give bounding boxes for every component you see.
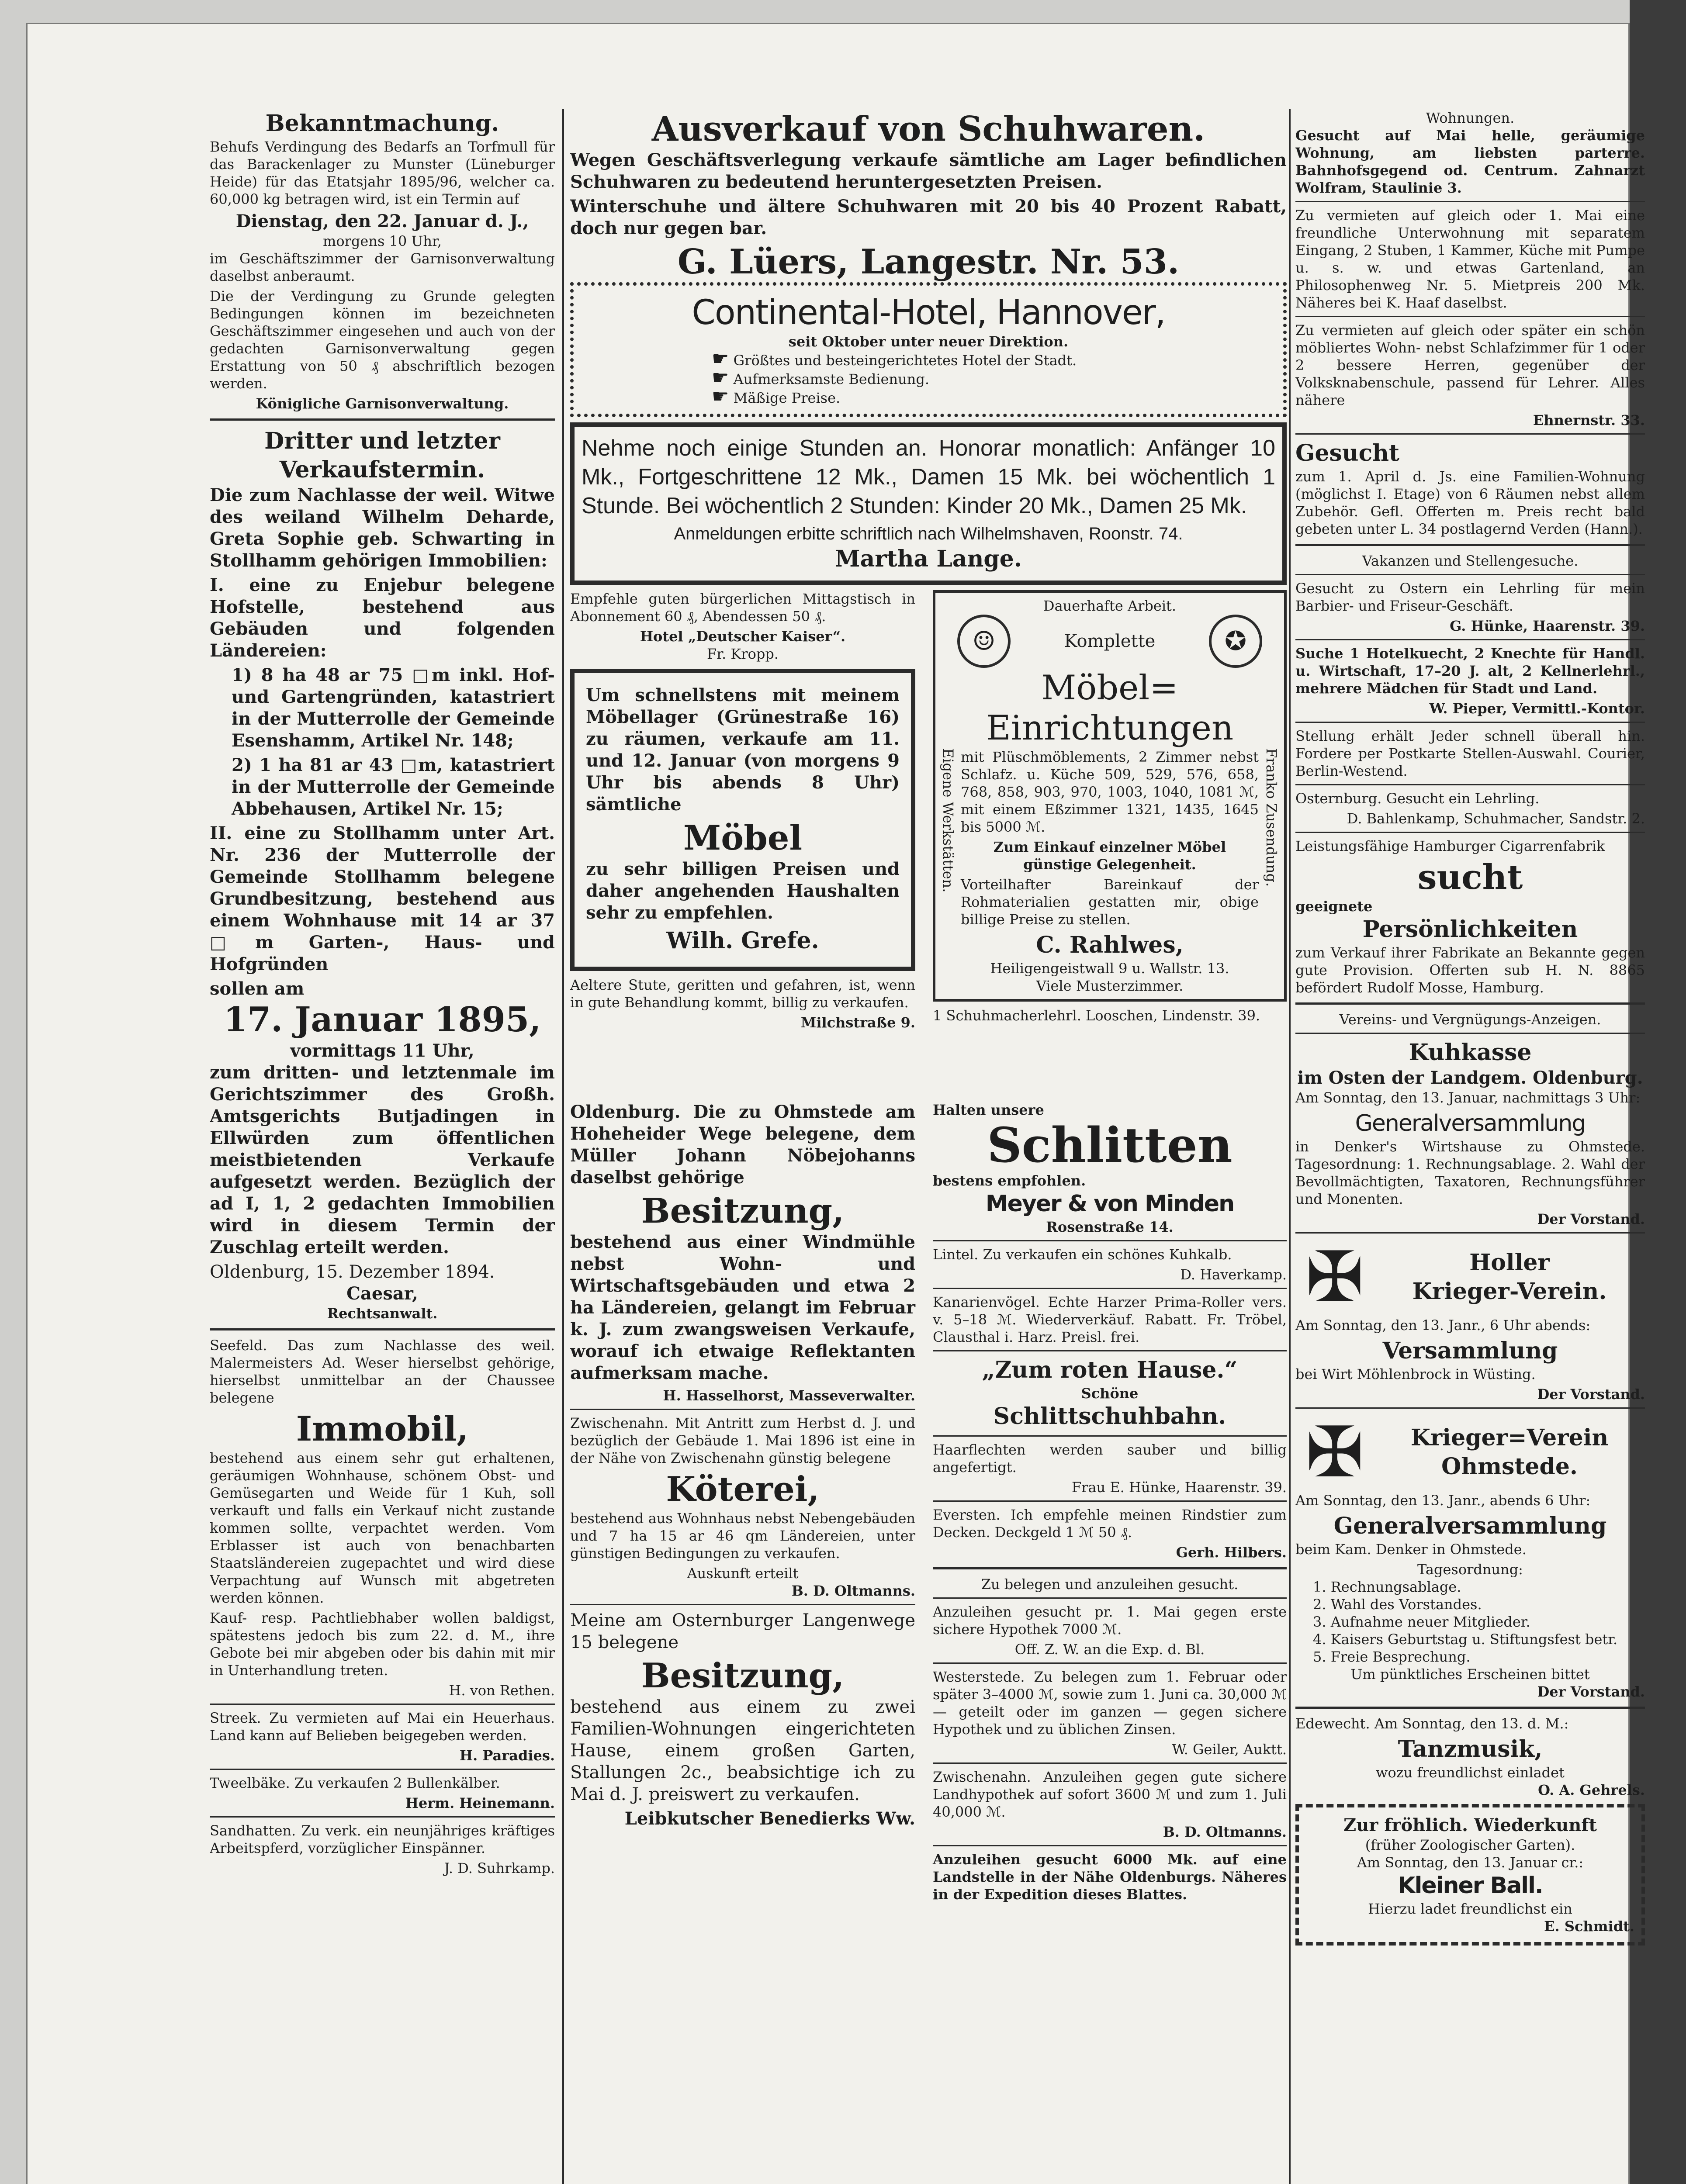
kri-title2: Ohmstede.	[1441, 1453, 1578, 1480]
hotel-line-3	[581, 385, 1276, 408]
ball-ad	[1295, 1804, 1645, 1946]
schl-top: Halten unsere	[933, 1102, 1044, 1118]
kri-item: 2. Wahl des Vorstandes.	[1313, 1596, 1482, 1613]
roten-sch: Schöne	[1081, 1385, 1139, 1402]
rahl-main	[940, 748, 1280, 931]
holler-head	[1295, 1238, 1645, 1317]
grefe-sign: Wilh. Grefe.	[666, 927, 819, 954]
bek-sign: Königliche Garnisonverwaltung.	[256, 395, 509, 412]
rahlwes-ad	[933, 590, 1287, 1002]
zwi-sign: B. D. Oltmanns.	[791, 1583, 915, 1599]
bek-body: Behufs Verdingung des Bedarfs an Torfmull für das Barackenlager zu Munster (Lüneburger Heide) für das Etatsjahr 1895/96, welcher ca. 60,000 kg betragen wird, ist ein Termin auf	[210, 138, 555, 207]
rahl-komplette: Komplette	[1064, 631, 1156, 651]
kuh-sub: im Osten der Landgem. Oldenburg.	[1297, 1068, 1643, 1088]
aus-sign: G. Lüers, Langestr. Nr. 53.	[677, 242, 1180, 282]
divider	[933, 1845, 1287, 1846]
right-subcol	[933, 590, 1287, 1024]
divider	[570, 1409, 915, 1410]
wohn1: Gesucht auf Mai helle, geräumige Wohnung, am liebsten parterre. Bahnhofsgegend od. Centrum. Zahnarzt Wolfram, Staulinie 3.	[1295, 127, 1645, 196]
dritt-body: zum dritten- und letztenmale im Gerichtszimmer des Großh. Amtsgerichts Butjadingen in Ellwürden zum öffentlichen meistbietenden Verkaufe aufgesetzt werden. Bezüglich der ad I, 1, 2 gedachten Immobilien wird in diesem Termin der Zuschlag erteilt werden.	[210, 1062, 555, 1258]
schuh-body: 1 Schuhmacherlehrl. Looschen, Lindenstr. 39.	[933, 1007, 1260, 1024]
column-1	[210, 109, 555, 2184]
kuh-body2: in Denker's Wirtshause zu Ohmstede. Tagesordnung: 1. Rechnungsablage. 2. Wahl der Bevollmächtigten, Taxatoren, Rechnungsführer und Monenten.	[1295, 1138, 1645, 1207]
kuh-gen: Generalversammlung	[1355, 1110, 1586, 1137]
tweel-sign: Herm. Heinemann.	[405, 1795, 555, 1811]
vak-title: Vakanzen und Stellengesuche.	[1362, 553, 1579, 569]
kri-body: Am Sonntag, den 13. Janr., abends 6 Uhr:	[1295, 1492, 1591, 1509]
dritt-i: I. eine zu Enjebur belegene Hofstelle, bestehend aus Gebäuden und folgenden Ländereien:	[210, 575, 555, 661]
zig-geeig: geeignete	[1295, 898, 1373, 915]
zwi-body2: bestehend aus Wohnhaus nebst Nebengebäuden und 7 ha 15 ar 46 qm Ländereien, unter günstigen Bedingungen zu verkaufen.	[570, 1510, 915, 1562]
kri-item: 3. Aufnahme neuer Mitglieder.	[1313, 1614, 1530, 1630]
divider	[1295, 316, 1645, 317]
wohn2: Zu vermieten auf gleich oder 1. Mai eine freundliche Unterwohnung mit separatem Eingang, 2 Stuben, 1 Kammer, Küche mit Pumpe u. s. w. und etwas Gartenland, an Philosophenweg Nr. 5. Mietpreis 200 Mk. Näheres bei K. Haaf daselbst.	[1295, 207, 1645, 311]
leib-title: Besitzung,	[641, 1656, 845, 1696]
lintel-body: Lintel. Zu verkaufen ein schönes Kuhkalb.	[933, 1246, 1232, 1263]
column-3	[1295, 109, 1645, 2184]
pointing-hand-icon: ☛	[712, 366, 729, 389]
stute-body: Aeltere Stute, geritten und gefahren, ist, wenn in gute Behandlung kommt, billig zu verkaufen.	[570, 977, 915, 1011]
vak1-sign: G. Hünke, Haarenstr. 39.	[1450, 618, 1645, 634]
ever-sign: Gerh. Hilbers.	[1176, 1544, 1287, 1561]
dritt-sign2: Rechtsanwalt.	[327, 1305, 438, 1322]
kuh-body: Am Sonntag, den 13. Januar, nachmittags 3 Uhr:	[1295, 1089, 1641, 1106]
schl-addr: Rosenstraße 14.	[1046, 1219, 1174, 1235]
dritt-date: 17. Januar 1895,	[223, 1000, 541, 1040]
lange-sign: Martha Lange.	[835, 546, 1022, 572]
bek-title: Bekanntmachung.	[265, 110, 499, 137]
kri-gen: Generalversammlung	[1333, 1513, 1607, 1539]
column-rule-2	[1289, 109, 1291, 2184]
wohn3-sign: Ehnernstr. 33.	[1533, 412, 1645, 429]
vak2-sign: W. Pieper, Vermittl.-Kontor.	[1429, 700, 1645, 717]
mid-block	[570, 590, 1287, 1101]
hotel-title: Continental-Hotel, Hannover,	[692, 293, 1165, 332]
vak2: Suche 1 Hotelkuecht, 2 Knechte für Handl. u. Wirtschaft, 17–20 J. alt, 2 Kellnerlehrl., mehrere Mädchen für Stadt und Land.	[1295, 645, 1645, 697]
haar-body: Haarflechten werden sauber und billig angefertigt.	[933, 1441, 1287, 1476]
grefe-title: Möbel	[683, 818, 803, 858]
ball-sub: (früher Zoologischer Garten).	[1365, 1837, 1575, 1853]
divider	[1295, 832, 1645, 833]
seefeld-body2: bestehend aus einem sehr gut erhaltenen, geräumigen Wohnhause, schönem Obst- und Gemüsegarten und Weide für 1 Kuh, soll verkauft und falls ein Verkauf nicht zustande kommen sollte, verpachtet werden. Vom Erblasser ist auch von benachbarten Staatsländereien zugepachtet und wird diese Verpachtung auf Wunsch mit abgetreten werden können.	[210, 1450, 555, 1606]
geld2-sign: W. Geiler, Auktt.	[1172, 1741, 1287, 1758]
schl-title: Schlitten	[987, 1117, 1232, 1173]
zwi-body3: Auskunft erteilt	[687, 1565, 799, 1582]
hol-sign: Der Vorstand.	[1537, 1386, 1645, 1403]
divider	[1295, 1033, 1645, 1034]
hotel-l2: Aufmerksamste Bedienung.	[733, 371, 929, 387]
divider	[210, 1704, 555, 1705]
geld3-sign: B. D. Oltmanns.	[1163, 1824, 1287, 1840]
rahl-body2: Zum Einkauf einzelner Möbel günstige Gelegenheit.	[993, 839, 1226, 873]
lange-ad	[570, 422, 1287, 585]
ever-body: Eversten. Ich empfehle meinen Rindstier zum Decken. Deckgeld 1 ℳ 50 ₰.	[933, 1507, 1287, 1541]
ohm-title: Besitzung,	[641, 1191, 845, 1231]
sand-sign: J. D. Suhrkamp.	[444, 1860, 555, 1876]
hotel-line-2	[581, 366, 1276, 389]
kri-item: 1. Rechnungsablage.	[1313, 1579, 1461, 1595]
hotel-l3: Mäßige Preise.	[733, 390, 841, 406]
pointing-hand-icon: ☛	[712, 348, 729, 370]
lange-body: Nehme noch einige Stunden an. Honorar monatlich: Anfänger 10 Mk., Fortgeschrittene 12 Mk., Damen 15 Mk. bei wöchentlich 1 Stunde. Bei wöchentlich 2 Stunden: Kinder 20 Mk., Damen 25 Mk.	[582, 435, 1275, 518]
vak1: Gesucht zu Ostern ein Lehrling für mein Barbier- und Friseur-Geschäft.	[1295, 580, 1645, 614]
pointing-hand-icon: ☛	[712, 385, 729, 408]
geld2-body: Westerstede. Zu belegen zum 1. Februar oder später 3–4000 ℳ, sowie zum 1. Juni ca. 30,000 ℳ — geteilt oder im ganzen — gegen sichere Hypothek und zu üblichen Zinsen.	[933, 1669, 1287, 1738]
divider	[933, 1500, 1287, 1502]
lower-left	[570, 1101, 915, 1830]
rahl-addr: Heiligengeistwall 9 u. Wallstr. 13.	[990, 960, 1229, 977]
geld4-body: Anzuleihen gesucht 6000 Mk. auf eine Landstelle in der Nähe Oldenburgs. Näheres in der Expedition dieses Blattes.	[933, 1851, 1287, 1903]
sand-body: Sandhatten. Zu verk. ein neunjähriges kräftiges Arbeitspferd, vorzüglicher Einspänner.	[210, 1822, 555, 1856]
rahl-title2: Einrichtungen	[986, 708, 1234, 748]
zwi-title: Köterei,	[666, 1469, 820, 1509]
lintel-sign: D. Haverkamp.	[1180, 1266, 1287, 1283]
rahl-body: mit Plüschmöblements, 2 Zimmer nebst Schlafz. u. Küche 509, 529, 576, 658, 768, 858, 903, 970, 1003, 1040, 1081 ℳ, mit einem Eßzimmer 1321, 1435, 1645 bis 5000 ℳ.	[961, 749, 1259, 835]
krieger-head	[1295, 1413, 1645, 1492]
seefeld-title: Immobil,	[296, 1409, 469, 1449]
divider	[933, 1435, 1287, 1437]
dritt-1: 1) 8 ha 48 ar 75 □m inkl. Hof- und Gartengründen, katastriert in der Mutterrolle der Gemeinde Esenshamm, Artikel Nr. 148;	[232, 665, 555, 751]
divider	[1295, 544, 1645, 546]
geld1-sign: Off. Z. W. an die Exp. d. Bl.	[1014, 1641, 1205, 1658]
hol-body2: bei Wirt Möhlenbrock in Wüsting.	[1295, 1366, 1536, 1382]
ver-title: Vereins- und Vergnügungs-Anzeigen.	[1339, 1011, 1601, 1028]
vak4-sign: D. Bahlenkamp, Schuhmacher, Sandstr. 2.	[1347, 810, 1645, 827]
streek-body: Streek. Zu vermieten auf Mai ein Heuerhaus. Land kann auf Belieben beigegeben werden.	[210, 1710, 555, 1744]
hotel-line-1	[581, 350, 1276, 369]
schl-sign: Meyer & von Minden	[985, 1191, 1234, 1217]
left-subcol	[570, 590, 915, 1031]
grefe-ad	[570, 669, 915, 971]
divider	[1295, 574, 1645, 575]
column-rule-1	[562, 109, 564, 2184]
divider	[210, 1816, 555, 1818]
divider	[1295, 1407, 1645, 1409]
divider	[933, 1240, 1287, 1241]
ball-title: Zur fröhlich. Wiederkunft	[1343, 1815, 1597, 1835]
divider	[570, 1604, 915, 1605]
hol-title2: Krieger-Verein.	[1412, 1278, 1607, 1305]
seefeld-body: Seefeld. Das zum Nachlasse des weil. Malermeisters Ad. Weser hierselbst gehörige, hierselbst unmittelbar an der Chaussee belegene	[210, 1337, 555, 1406]
dritt-2: 2) 1 ha 81 ar 43 □m, katastriert in der Mutterrolle der Gemeinde Abbehausen, Artikel Nr. 15;	[232, 755, 555, 819]
ohm-body: Oldenburg. Die zu Ohmstede am Hoheheider Wege belegene, dem Müller Johann Nöbejohanns daselbst gehörige	[570, 1102, 915, 1188]
divider	[1295, 433, 1645, 435]
streek-sign: H. Paradies.	[459, 1747, 555, 1764]
stute-sign: Milchstraße 9.	[800, 1014, 915, 1031]
divider	[1295, 784, 1645, 785]
bek-date: Dienstag, den 22. Januar d. J.,	[235, 211, 529, 232]
divider	[933, 1567, 1287, 1569]
leib-body: Meine am Osternburger Langenwege 15 belegene	[570, 1610, 915, 1652]
grefe-body: Um schnellstens mit meinem Möbellager (Grünestraße 16) zu räumen, verkaufe am 11. und 12. Januar (von morgens 9 Uhr bis abends 8 Uhr) sämtliche	[586, 685, 900, 815]
leib-body2: bestehend aus einem zu zwei Familien-Wohnungen eingerichteten Hause, einem großen Garten, Stallungen 2c., beabsichtige ich zu Mai d. J. preiswert zu verkaufen.	[570, 1697, 915, 1804]
hol-vers: Versammlung	[1382, 1337, 1558, 1364]
roten-title: „Zum roten Hause.“	[982, 1357, 1238, 1383]
kaiser-body: Empfehle guten bürgerlichen Mittagstisch in Abonnement 60 ₰, Abendessen 50 ₰.	[570, 591, 915, 625]
lower-right	[933, 1101, 1287, 1906]
dritt-place: Oldenburg, 15. Dezember 1894.	[210, 1262, 495, 1282]
dritt-sollen: sollen am	[210, 978, 305, 999]
kri-item: 4. Kaisers Geburtstag u. Stiftungsfest betr.	[1313, 1631, 1618, 1648]
rahl-sign: C. Rahlwes,	[1036, 932, 1184, 958]
aus-body2: Winterschuhe und ältere Schuhwaren mit 20 bis 40 Prozent Rabatt, doch nur gegen bar.	[570, 196, 1287, 238]
dritt-title: Dritter und letzter Verkaufstermin.	[264, 428, 500, 483]
edew-sign: O. A. Gehrels.	[1538, 1782, 1645, 1798]
geld-title: Zu belegen und anzuleihen gesucht.	[981, 1576, 1239, 1593]
ges-title: Gesucht	[1295, 440, 1400, 467]
divider	[1295, 201, 1645, 202]
wohn-title: Wohnungen.	[1426, 110, 1515, 126]
dritt-intro: Die zum Nachlasse der weil. Witwe des weiland Wilhelm Deharde, Greta Sophie geb. Schwarting in Stollhamm gehörigen Immobilien:	[210, 485, 555, 571]
divider	[1295, 1002, 1645, 1005]
leib-sign: Leibkutscher Benedierks Ww.	[624, 1808, 915, 1829]
ball-sign: E. Schmidt.	[1544, 1918, 1634, 1935]
hotel-ad	[570, 282, 1287, 417]
kri-title1: Krieger=Verein	[1410, 1424, 1609, 1451]
edew-body2: wozu freundlichst einladet	[1376, 1764, 1565, 1781]
divider	[933, 1662, 1287, 1664]
iron-cross-icon: ✠	[1305, 1236, 1364, 1318]
dritt-sign: Caesar,	[346, 1283, 418, 1304]
divider	[933, 1288, 1287, 1289]
divider	[210, 1328, 555, 1330]
column-2	[570, 109, 1287, 2184]
lange-addr: Anmeldungen erbitte schriftlich nach Wilhelmshaven, Roonstr. 74.	[674, 524, 1183, 543]
ohm-body2: bestehend aus einer Windmühle nebst Wohn- und Wirtschaftsgebäuden und etwa 2 ha Ländereien, gelangt im Februar k. J. zum zwangsweisen Verkaufe, worauf ich etwaige Reflektanten aufmerksam mache.	[570, 1232, 915, 1383]
wohn3: Zu vermieten auf gleich oder später ein schön möbliertes Wohn- nebst Schlafzimmer für 1 oder 2 bessere Herren, gegenüber der Volksknabenschule, passend für Lehrer. Alles nähere	[1295, 322, 1645, 408]
vak3: Stellung erhält Jeder schnell überall hin. Fordere per Postkarte Stellen-Auswahl. Courier, Berlin-Westend.	[1295, 728, 1645, 779]
lower-block	[570, 1101, 1287, 1931]
kri-tages: Tagesordnung:	[1417, 1561, 1523, 1578]
vak4: Osternburg. Gesucht ein Lehrling.	[1295, 790, 1540, 807]
seefeld-sign: H. von Rethen.	[449, 1682, 555, 1699]
dritt-time: vormittags 11 Uhr,	[290, 1040, 474, 1061]
zig-sucht: sucht	[1417, 857, 1523, 897]
kuh-sign: Der Vorstand.	[1537, 1211, 1645, 1227]
kri-body3: Um pünktliches Erscheinen bittet	[1350, 1666, 1590, 1683]
dritt-ii: II. eine zu Stollhamm unter Art. Nr. 236 der Mutterrolle der Gemeinde Stollhamm belegene Grundbesitzung, bestehend aus einem Wohnhause mit 14 ar 37 □m Garten-, Haus- und Hofgründen	[210, 823, 555, 975]
ball-body: Am Sonntag, den 13. Januar cr.:	[1357, 1854, 1584, 1871]
kri-body2: beim Kam. Denker in Ohmstede.	[1295, 1541, 1527, 1558]
bek-body2: im Geschäftszimmer der Garnisonverwaltung daselbst anberaumt.	[210, 250, 555, 284]
rahl-body3: Vorteilhafter Bareinkauf der Rohmaterialien gestatten mir, obige billige Preise zu stellen.	[961, 876, 1259, 928]
geld1-body: Anzuleihen gesucht pr. 1. Mai gegen erste sichere Hypothek 7000 ℳ.	[933, 1603, 1287, 1638]
haar-sign: Frau E. Hünke, Haarenstr. 39.	[1071, 1479, 1287, 1496]
kuh-title: Kuhkasse	[1409, 1039, 1532, 1066]
grefe-body2: zu sehr billigen Preisen und daher angehenden Haushalten sehr zu empfehlen.	[586, 859, 900, 923]
edew-body: Edewecht. Am Sonntag, den 13. d. M.:	[1295, 1715, 1569, 1732]
divider	[1295, 639, 1645, 640]
edew-title: Tanzmusik,	[1398, 1736, 1543, 1762]
schl-body: bestens empfohlen.	[933, 1172, 1086, 1189]
ball-body2: Hierzu ladet freundlichst ein	[1368, 1901, 1572, 1917]
bek-body3: Die der Verdingung zu Grunde gelegten Bedingungen können im bezeichneten Geschäftszimmer eingesehen und auch von der gedachten Garnisonverwaltung gegen Erstattung von 50 ₰ abschriftlich bezogen werden.	[210, 288, 555, 392]
aus-body: Wegen Geschäftsverlegung verkaufe sämtliche am Lager befindlichen Schuhwaren zu bedeutend heruntergesetzten Preisen.	[570, 150, 1287, 192]
rahl-head	[940, 615, 1280, 668]
divider	[1295, 722, 1645, 723]
ges-body: zum 1. April d. Js. eine Familien-Wohnung (möglichst I. Etage) von 6 Räumen nebst allem Zubehör. Gefl. Offerten m. Preis recht bald gebeten unter L. 34 postlagernd Verden (Hann.).	[1295, 468, 1645, 537]
hotel-l1: Größtes und besteingerichtetes Hotel der Stadt.	[733, 352, 1077, 369]
kan-body: Kanarienvögel. Echte Harzer Prima-Roller vers. v. 5–18 ℳ. Wiederverkäuf. Rabatt. Fr. Tröbel, Clausthal i. Harz. Preisl. frei.	[933, 1294, 1287, 1345]
divider	[933, 1762, 1287, 1764]
iron-cross-icon: ✠	[1305, 1411, 1364, 1493]
roten-bahn: Schlittschuhbahn.	[993, 1403, 1226, 1430]
hol-body: Am Sonntag, den 13. Janr., 6 Uhr abends:	[1295, 1317, 1591, 1334]
tweel-body: Tweelbäke. Zu verkaufen 2 Bullenkälber.	[210, 1775, 500, 1791]
rahl-bottom: Viele Musterzimmer.	[1036, 978, 1184, 994]
rahl-right: Franko Zusendung.	[1263, 748, 1280, 887]
rahl-top: Dauerhafte Arbeit.	[1043, 598, 1177, 614]
kri-item: 5. Freie Besprechung.	[1313, 1648, 1471, 1665]
divider	[933, 1350, 1287, 1351]
geld3-body: Zwischenahn. Anzuleihen gegen gute sichere Landhypothek auf sofort 3600 ℳ und zum 1. Juli 40,000 ℳ.	[933, 1769, 1287, 1820]
kaiser-hotel: Hotel „Deutscher Kaiser“.	[640, 628, 846, 645]
aus-title: Ausverkauf von Schuhwaren.	[651, 109, 1205, 149]
portrait-medal-icon: ☺	[957, 615, 1011, 668]
bek-time: morgens 10 Uhr,	[323, 233, 442, 249]
divider	[933, 1597, 1287, 1599]
rahl-left: Eigene Werkstätten.	[940, 748, 956, 893]
rahl-title1: Möbel=	[1041, 668, 1178, 708]
hotel-sub: seit Oktober unter neuer Direktion.	[788, 333, 1069, 350]
seefeld-body3: Kauf- resp. Pachtliebhaber wollen baldigst, spätestens jedoch bis zum 22. d. M., ihre Gebote bei mir abgeben oder bis dahin mit mir in Unterhandlung treten.	[210, 1610, 555, 1679]
zig-body: Leistungsfähige Hamburger Cigarrenfabrik	[1295, 838, 1605, 854]
kri-sign: Der Vorstand.	[1537, 1683, 1645, 1700]
zig-body2: zum Verkauf ihrer Fabrikate an Bekannte gegen gute Provision. Offerten sub H. N. 8865 befördert Rudolf Mosse, Hamburg.	[1295, 944, 1645, 996]
ball-big: Kleiner Ball.	[1398, 1873, 1543, 1899]
zwi-body: Zwischenahn. Mit Antritt zum Herbst d. J. und bezüglich der Gebäude 1. Mai 1896 ist eine in der Nähe von Zwischenahn günstig belegene	[570, 1415, 915, 1466]
divider	[1295, 1232, 1645, 1234]
divider	[210, 1769, 555, 1770]
hol-title1: Holler	[1469, 1249, 1550, 1276]
zig-pers: Persönlichkeiten	[1362, 916, 1578, 943]
award-medal-icon: ✪	[1209, 615, 1262, 668]
divider	[210, 418, 555, 421]
kaiser-sign: Fr. Kropp.	[707, 646, 779, 662]
ohm-sign: H. Hasselhorst, Masseverwalter.	[663, 1387, 915, 1404]
divider	[1295, 1707, 1645, 1709]
